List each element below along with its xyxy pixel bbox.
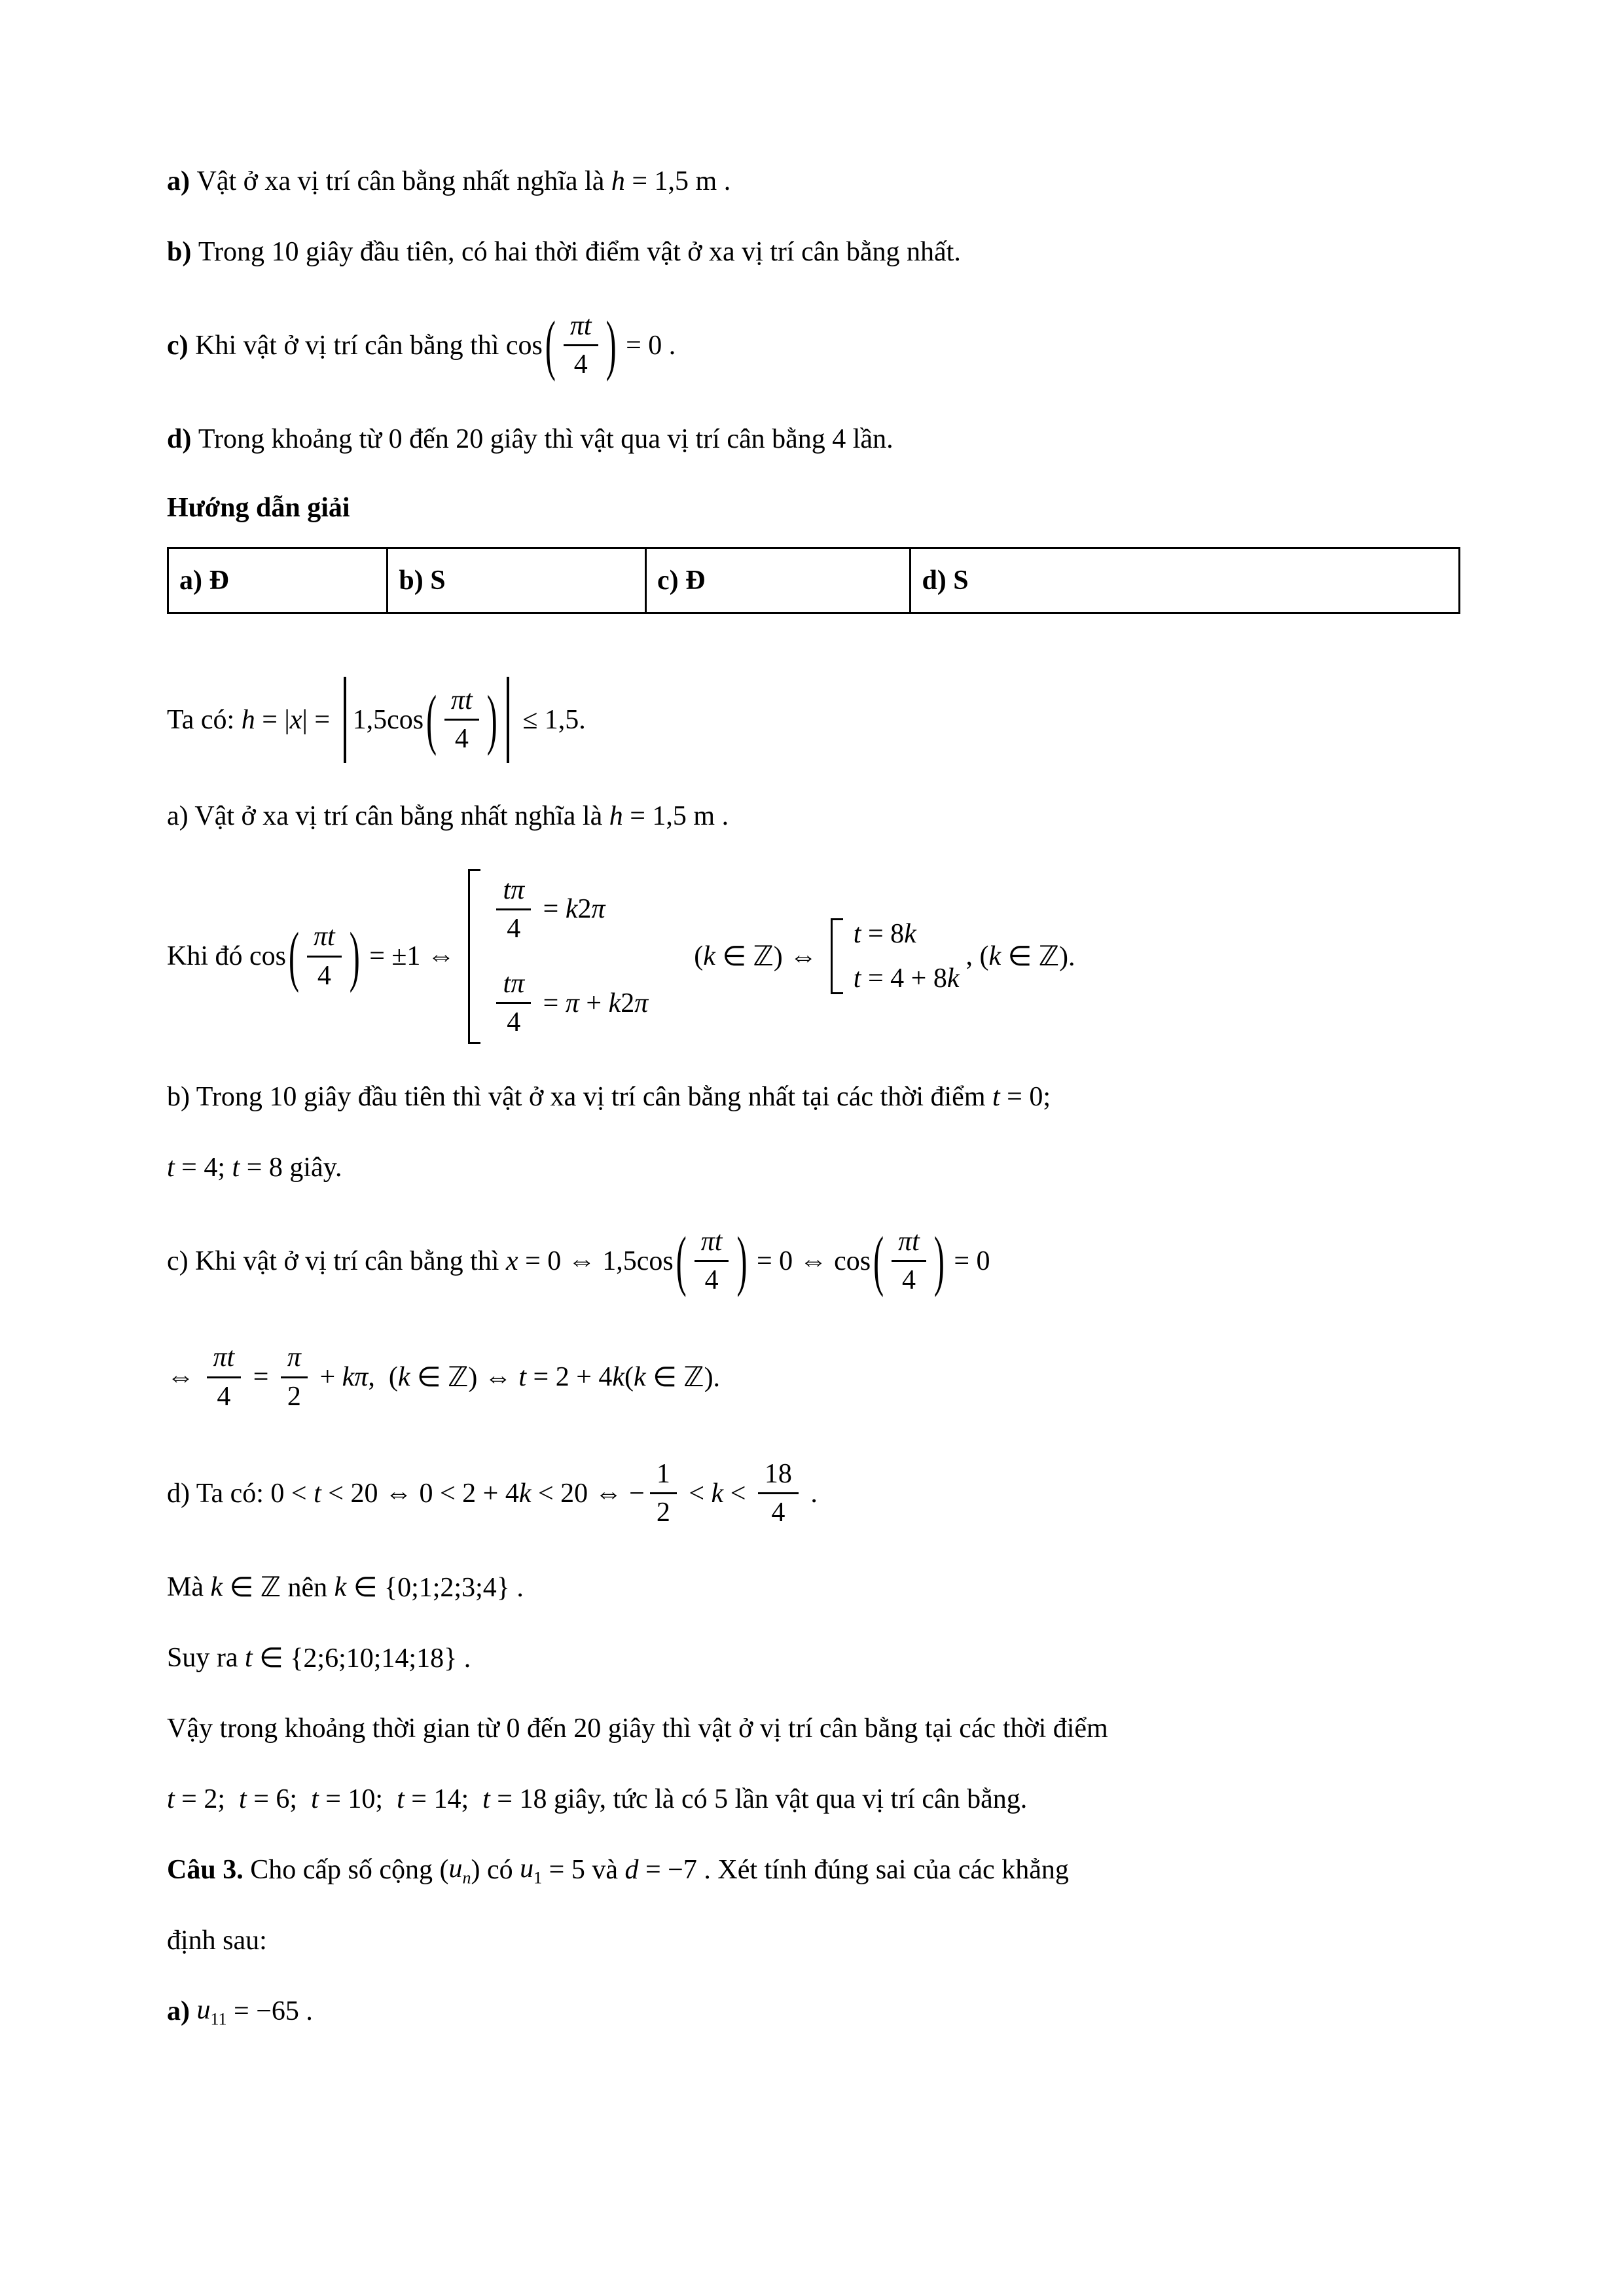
- math-variable: t: [245, 1642, 253, 1673]
- big-paren-left: (: [873, 1223, 884, 1299]
- cases-bracket: [468, 869, 480, 1044]
- math-variable: k: [988, 941, 1001, 972]
- fraction-numerator: πt: [892, 1226, 926, 1262]
- fraction-numerator: πt: [207, 1342, 242, 1378]
- cases-group: [468, 869, 648, 1044]
- solution-b-2: [167, 1150, 1460, 1185]
- solution-c-1: [167, 1221, 1460, 1302]
- solution-d: [167, 1453, 1460, 1534]
- bold-text-run: Câu 3.: [167, 1854, 251, 1885]
- math-variable: x: [505, 1246, 518, 1276]
- subscript-text: 11: [210, 2009, 227, 2029]
- solution-a: [167, 798, 1460, 834]
- math-variable: x: [289, 704, 302, 735]
- answer-cell-c: c) Đ: [646, 548, 911, 613]
- fraction-denominator: 4: [217, 1381, 231, 1412]
- text-run: , (: [965, 941, 989, 972]
- fraction: [758, 1458, 799, 1529]
- answer-cell-a: a) Đ: [168, 548, 388, 613]
- text-run: Cho cấp số cộng: [250, 1854, 440, 1885]
- fraction-numerator: πt: [444, 685, 479, 721]
- fraction-denominator: 4: [771, 1498, 785, 1528]
- fraction-denominator: 2: [656, 1498, 670, 1528]
- math-variable: d: [624, 1854, 639, 1885]
- big-paren-right: ): [486, 682, 497, 757]
- big-paren-left: (: [545, 308, 556, 383]
- big-paren-left: (: [676, 1223, 687, 1299]
- math-variable: h: [609, 800, 623, 831]
- math-variable: t: [482, 1784, 490, 1814]
- text-run: ⇔: [167, 1362, 202, 1393]
- text-run: Khi vật ở vị trí cân bằng thì cos: [195, 330, 543, 361]
- solution-heading: Hướng dẫn giải: [167, 492, 350, 523]
- text-run: +: [312, 1362, 342, 1393]
- text-run: ∈ ℤ).: [645, 1363, 721, 1393]
- subscript-text: n: [462, 1868, 471, 1888]
- bold-text-run: c): [167, 330, 196, 361]
- math-variable: k: [608, 988, 621, 1018]
- text-run: (: [694, 941, 704, 972]
- subscript-group: [197, 1994, 227, 2028]
- text-run: = 0 .: [619, 330, 676, 361]
- text-run: b) Trong 10 giây đầu tiên thì vật ở xa vị trí cân bằng nhất tại các thời điểm: [167, 1081, 992, 1112]
- fraction-numerator: tπ: [496, 874, 531, 910]
- text-run: = 1,5 m .: [624, 166, 731, 196]
- subscript-group: [520, 1853, 542, 1886]
- math-variable: t: [167, 1152, 175, 1183]
- text-run: ): [471, 1854, 480, 1885]
- abs-bar: [344, 677, 346, 763]
- bold-text-run: b): [167, 237, 198, 267]
- ta-co: [167, 677, 1460, 763]
- text-run: = 4 + 8: [861, 963, 947, 994]
- abs-bar: [507, 677, 509, 763]
- case-row: [491, 963, 648, 1044]
- fraction-denominator: 4: [317, 960, 331, 991]
- text-run: ∈ ℤ) ⇔: [410, 1363, 519, 1393]
- big-paren-right: ): [349, 919, 360, 994]
- text-run: =: [246, 1362, 276, 1393]
- math-variable: t: [311, 1784, 319, 1814]
- text-run: Vật ở xa vị trí cân bằng nhất nghĩa là: [196, 166, 611, 196]
- math-variable: k: [947, 963, 960, 994]
- bold-text-run: a): [167, 1996, 197, 2026]
- text-run: Trong khoảng từ 0 đến 20 giây thì vật qua vị trí cân bằng 4 lần.: [198, 423, 893, 454]
- math-variable: k: [210, 1571, 223, 1602]
- text-run: = 2 + 4: [526, 1362, 613, 1393]
- text-run: = 2;: [174, 1784, 240, 1814]
- text-run: ∈ {0;1;2;3;4} .: [346, 1572, 524, 1603]
- text-run: = 18 giây, tức là có 5 lần vật qua vị trí cân bằng.: [490, 1784, 1028, 1814]
- math-variable: h: [241, 704, 255, 735]
- text-run: +: [579, 988, 609, 1018]
- fraction: [564, 310, 598, 381]
- text-run: = 10;: [318, 1784, 397, 1814]
- fraction-numerator: tπ: [496, 968, 531, 1004]
- fraction-denominator: 4: [573, 350, 588, 380]
- answer-table: [167, 547, 1460, 614]
- text-run: 2: [577, 894, 592, 925]
- text-run: Ta có:: [167, 704, 242, 735]
- text-run: Khi đó cos: [167, 941, 286, 972]
- big-paren-left: (: [426, 682, 437, 757]
- text-run: = 8 giây.: [240, 1152, 342, 1183]
- text-run: Mà: [167, 1571, 211, 1602]
- text-run: a) Vật ở xa vị trí cân bằng nhất nghĩa là: [167, 800, 609, 831]
- text-run: =: [536, 894, 566, 925]
- text-run: Suy ra: [167, 1642, 245, 1673]
- fraction-numerator: π: [281, 1342, 308, 1378]
- text-run: 1,5cos: [352, 704, 424, 735]
- math-variable: k: [703, 941, 715, 972]
- text-run: = −65 .: [226, 1996, 313, 2026]
- case-row: [854, 963, 960, 994]
- text-run: (: [439, 1854, 449, 1885]
- text-run: | =: [302, 704, 337, 735]
- fraction-denominator: 4: [901, 1265, 916, 1296]
- math-variable: t: [518, 1362, 527, 1393]
- text-run: ∈ ℤ nên: [223, 1572, 334, 1603]
- math-variable: k: [634, 1362, 646, 1393]
- text-run: <: [681, 1478, 712, 1509]
- text-run: có: [480, 1854, 520, 1885]
- math-variable: k: [711, 1478, 724, 1509]
- math-variable: k: [904, 919, 916, 950]
- fraction-numerator: 18: [758, 1458, 799, 1494]
- text-run: Vậy trong khoảng thời gian từ 0 đến 20 giây thì vật ở vị trí cân bằng tại các thời điểm: [167, 1713, 1108, 1744]
- math-variable: π: [591, 894, 605, 925]
- solution-c-2: [167, 1336, 1460, 1418]
- math-variable: t: [853, 919, 861, 950]
- text-run: = 1,5 m .: [623, 800, 729, 831]
- fraction-numerator: 1: [650, 1458, 677, 1494]
- text-run: = 6;: [246, 1784, 312, 1814]
- case-row: [491, 869, 648, 950]
- ma-line: [167, 1570, 1460, 1605]
- fraction: [496, 874, 531, 945]
- math-variable: h: [611, 166, 625, 196]
- math-variable: π: [565, 988, 579, 1018]
- math-variable: t: [232, 1152, 240, 1183]
- subscript-text: 1: [533, 1868, 543, 1888]
- fraction-denominator: 4: [507, 1007, 521, 1038]
- statement-c: [167, 305, 1460, 386]
- math-variable: k: [565, 894, 578, 925]
- text-run: .: [803, 1478, 818, 1509]
- bold-text-run: d): [167, 423, 198, 454]
- answer-cell-d: d) S: [911, 548, 1460, 613]
- text-run: = 0: [947, 1246, 990, 1276]
- subscript-base: u: [448, 1853, 463, 1884]
- text-run: ∈ {2;6;10;14;18} .: [252, 1643, 471, 1674]
- math-variable: t: [314, 1478, 321, 1509]
- fraction: [496, 968, 531, 1039]
- statement-b: [167, 234, 1460, 270]
- text-run: <: [723, 1478, 753, 1509]
- fraction-denominator: 2: [287, 1381, 301, 1412]
- big-paren-right: ): [605, 308, 617, 383]
- statement-d: [167, 422, 1460, 457]
- statements-block: [167, 164, 1460, 457]
- suy-ra: [167, 1640, 1460, 1676]
- answer-cell-b: b) S: [388, 548, 646, 613]
- math-variable: k: [397, 1362, 410, 1393]
- text-run: < 20 ⇔ 0 < 2 + 4: [321, 1478, 519, 1509]
- text-run: = −7 . Xét tính đúng sai của các khẳng: [638, 1854, 1069, 1885]
- vay-1: [167, 1711, 1460, 1746]
- fraction: [650, 1458, 677, 1529]
- text-run: = 8: [861, 919, 905, 950]
- big-paren-right: ): [933, 1223, 945, 1299]
- fraction-numerator: πt: [695, 1226, 729, 1262]
- fraction: [892, 1226, 926, 1297]
- text-run: (: [624, 1362, 634, 1393]
- subscript-base: u: [196, 1994, 211, 2025]
- big-paren-right: ): [736, 1223, 748, 1299]
- text-run: c) Khi vật ở vị trí cân bằng thì: [167, 1246, 506, 1276]
- big-paren-left: (: [289, 919, 299, 994]
- text-run: = 5 và: [542, 1854, 625, 1885]
- solution-block: [167, 677, 1460, 2029]
- vay-2: [167, 1782, 1460, 1817]
- fraction-denominator: 4: [704, 1265, 719, 1296]
- math-variable: t: [167, 1784, 175, 1814]
- text-run: =: [536, 988, 566, 1018]
- text-run: = 0;: [1000, 1081, 1051, 1112]
- math-variable: t: [992, 1081, 1000, 1112]
- fraction: [207, 1342, 242, 1412]
- cau-3-1: [167, 1852, 1460, 1888]
- math-variable: k: [612, 1362, 625, 1393]
- fraction-denominator: 4: [454, 724, 469, 755]
- math-variable: k: [518, 1478, 532, 1509]
- text-run: ∈ ℤ).: [1001, 942, 1075, 973]
- text-run: = |: [255, 704, 290, 735]
- khi-do: [167, 869, 1460, 1044]
- fraction: [307, 921, 342, 992]
- text-run: , (: [368, 1362, 398, 1393]
- math-variable: π: [634, 988, 649, 1018]
- text-run: định sau:: [167, 1925, 267, 1956]
- text-run: = 14;: [404, 1784, 483, 1814]
- cases-group: [831, 918, 960, 994]
- text-run: < 20 ⇔ −: [531, 1478, 645, 1509]
- subscript-base: u: [520, 1853, 534, 1884]
- cau-3-2: [167, 1923, 1460, 1958]
- text-run: = 4;: [174, 1152, 232, 1183]
- math-variable: t: [397, 1784, 405, 1814]
- statement-a: [167, 164, 1460, 199]
- math-variable: t: [239, 1784, 247, 1814]
- case-row: [854, 918, 960, 950]
- math-variable: k: [334, 1571, 347, 1602]
- fraction: [695, 1226, 729, 1297]
- fraction: [444, 685, 479, 755]
- text-run: ≤ 1,5.: [515, 704, 586, 735]
- fraction-numerator: πt: [307, 921, 342, 957]
- text-run: Trong 10 giây đầu tiên, có hai thời điểm vật ở xa vị trí cân bằng nhất.: [198, 237, 961, 267]
- text-run: 2: [621, 988, 635, 1018]
- cases-bracket: [831, 918, 843, 994]
- text-run: ∈ ℤ) ⇔: [715, 942, 824, 973]
- fraction-denominator: 4: [507, 913, 521, 944]
- math-variable: kπ: [342, 1362, 369, 1393]
- cau-3-a: [167, 1994, 1460, 2029]
- text-run: d) Ta có: 0 <: [167, 1478, 314, 1509]
- math-variable: t: [853, 963, 861, 994]
- cases-rows: [491, 869, 648, 1044]
- subscript-group: [449, 1853, 471, 1886]
- bold-text-run: a): [167, 166, 197, 196]
- text-run: = ±1 ⇔: [362, 941, 462, 972]
- fraction: [281, 1342, 308, 1412]
- fraction-numerator: πt: [564, 310, 598, 346]
- text-run: = 0 ⇔ 1,5cos: [518, 1246, 674, 1276]
- solution-b-1: [167, 1079, 1460, 1115]
- cases-rows: [854, 918, 960, 994]
- answer-row: [168, 548, 1460, 613]
- text-run: = 0 ⇔ cos: [749, 1246, 871, 1276]
